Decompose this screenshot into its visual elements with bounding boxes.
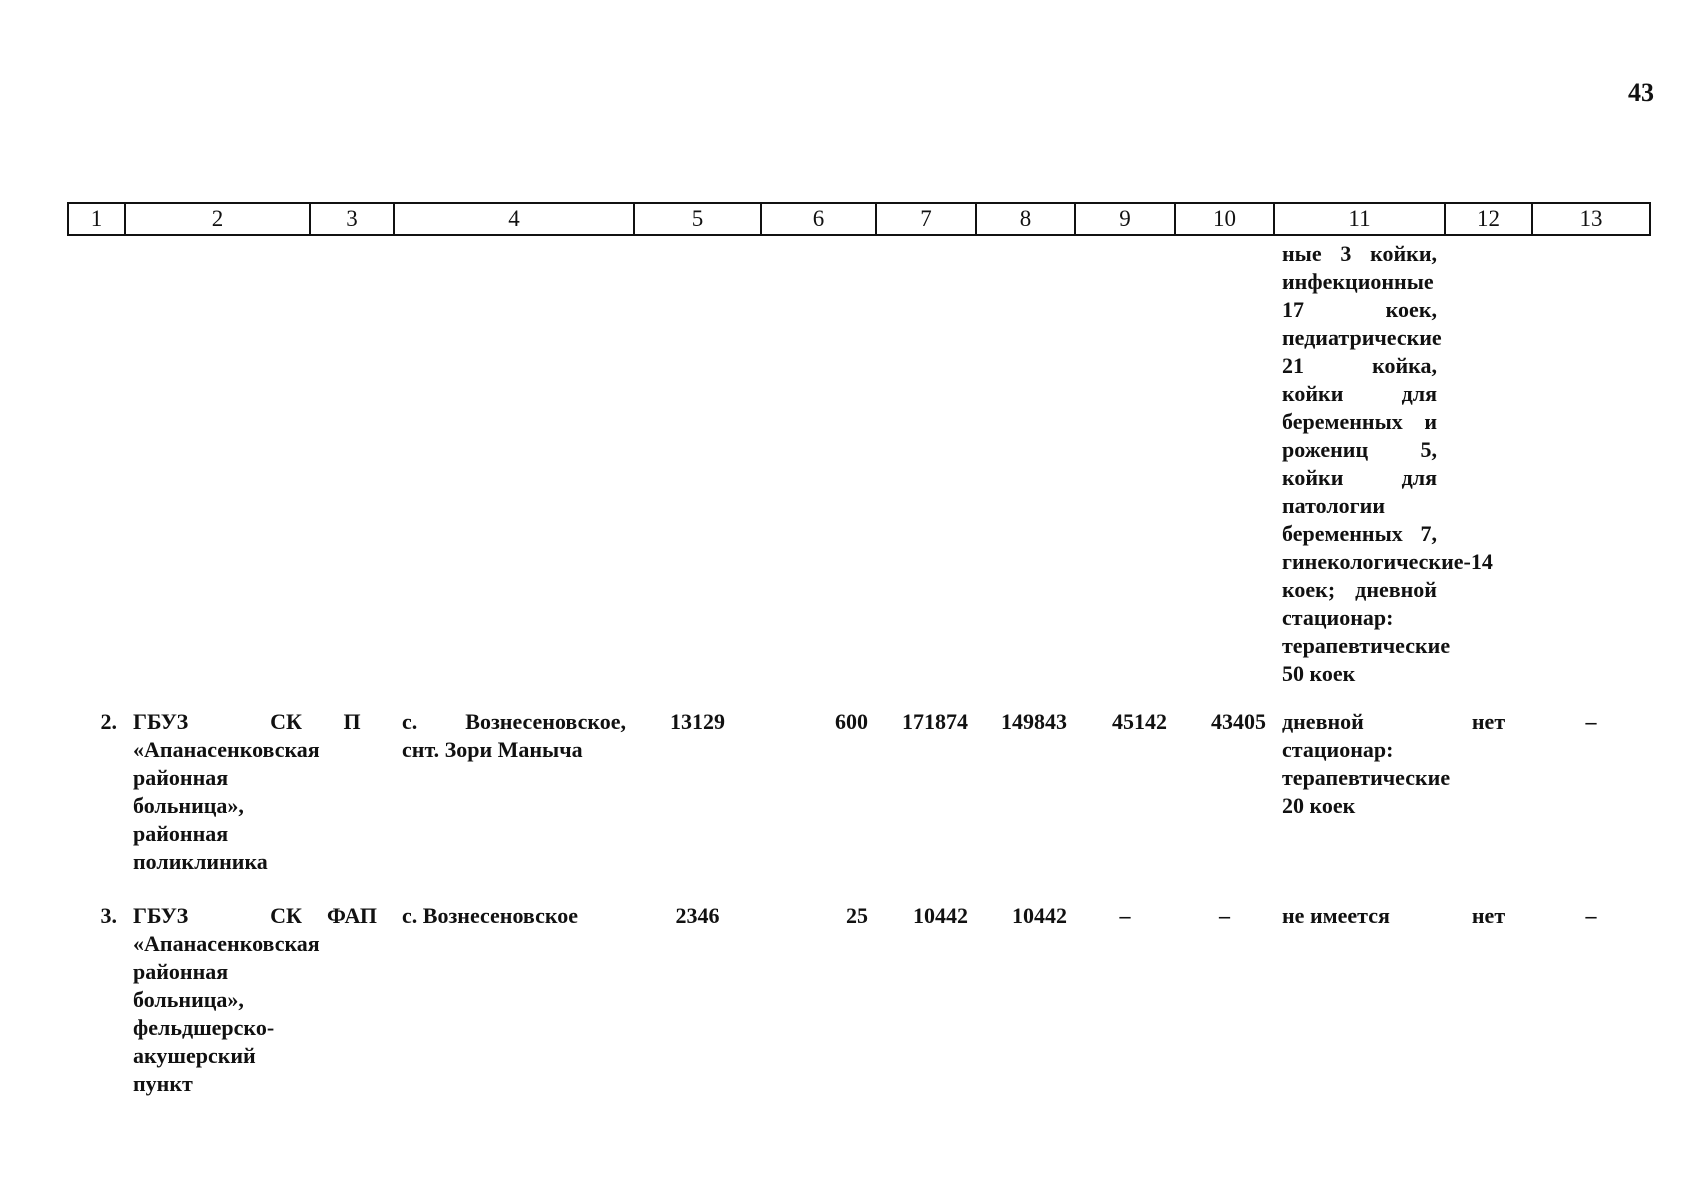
bed-capacity-continuation: ные 3 койки, инфекционные 17 коек, педиатрические 21 койка, койки для беременных и рожениц 5, койки для патологии беременных 7, гинекологические-14 коек; дневной стационар: терапевтические 50 коек (1282, 241, 1493, 686)
column-header: 11 (1274, 203, 1445, 235)
column-header: 5 (634, 203, 761, 235)
page-number: 43 (1628, 78, 1654, 107)
column-number-row (68, 203, 1650, 235)
column-header: 3 (310, 203, 394, 235)
cell-col5: 13129 (670, 709, 725, 734)
cell-col10: – (1219, 903, 1230, 928)
column-header: 13 (1532, 203, 1650, 235)
cell-col9: – (1119, 903, 1131, 928)
column-header: 12 (1445, 203, 1532, 235)
facilities-table (67, 202, 1651, 1124)
cell-col10: 43405 (1211, 709, 1266, 734)
facility-type: П (343, 709, 361, 734)
institution-name: ГБУЗ СК «Апанасенковская районная больница», фельдшерско-акушерский пункт (133, 903, 320, 1096)
cell-col6: 600 (835, 709, 868, 734)
cell-col9: 45142 (1112, 709, 1167, 734)
cell-col5: 2346 (675, 903, 720, 928)
cell-col6: 25 (846, 903, 868, 928)
cell-col8: 149843 (1001, 709, 1067, 734)
cell-col13: – (1585, 903, 1597, 928)
cell-col13: – (1585, 709, 1597, 734)
address: с. Вознесеновское, снт. Зори Маныча (402, 709, 626, 762)
column-header: 8 (976, 203, 1075, 235)
row-number: 3. (100, 903, 117, 928)
column-header: 6 (761, 203, 876, 235)
column-header: 2 (125, 203, 310, 235)
cell-col7: 10442 (913, 903, 968, 928)
cell-col7: 171874 (902, 709, 968, 734)
column-header: 4 (394, 203, 634, 235)
address: с. Вознесеновское (402, 903, 578, 928)
column-header: 9 (1075, 203, 1175, 235)
column-header: 1 (68, 203, 125, 235)
continuation-row (68, 235, 1650, 708)
institution-name: ГБУЗ СК «Апанасенковская районная больница», районная поликлиника (133, 709, 320, 874)
cell-col12: нет (1471, 903, 1506, 928)
row-number: 2. (100, 709, 117, 734)
column-header: 10 (1175, 203, 1274, 235)
cell-col8: 10442 (1012, 903, 1067, 928)
table-row (68, 708, 1650, 902)
facility-type: ФАП (327, 903, 377, 928)
bed-capacity: дневной стационар: терапевтические 20 коек (1282, 709, 1451, 818)
table-row (68, 902, 1650, 1124)
column-header: 7 (876, 203, 976, 235)
bed-capacity: не имеется (1282, 903, 1390, 928)
cell-col12: нет (1471, 709, 1506, 734)
